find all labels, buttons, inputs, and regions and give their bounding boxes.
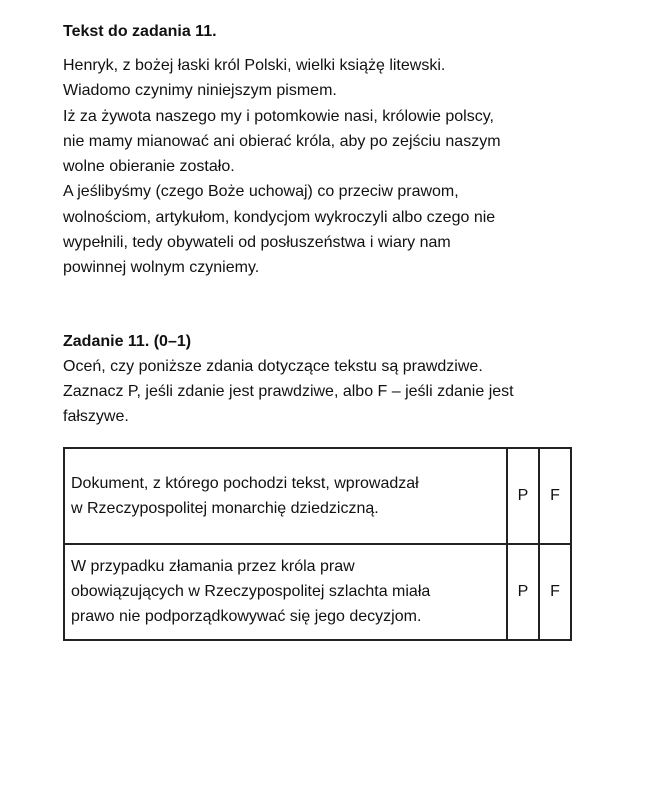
instruction-line: Oceń, czy poniższe zdania dotyczące tekstu są prawdziwe. — [63, 357, 483, 375]
false-option[interactable]: F — [539, 544, 571, 640]
statement-line: W przypadku złamania przez króla praw — [71, 558, 355, 576]
source-line: Henryk, z bożej łaski król Polski, wielki książę litewski. — [63, 57, 446, 74]
source-line: Wiadomo czynimy niniejszym pismem. — [63, 82, 337, 100]
false-option[interactable]: F — [539, 448, 571, 544]
task-section — [63, 329, 623, 641]
task-heading: Zadanie 11. (0–1) — [63, 332, 192, 350]
true-false-table — [63, 447, 572, 641]
source-line: wolnościom, artykułom, kondycjom wykroczyli albo czego nie — [63, 208, 496, 226]
source-line: wypełnili, tedy obywateli od posłuszeństwa i wiary nam — [63, 234, 451, 252]
instruction-line: fałszywe. — [63, 408, 129, 426]
task-instructions — [63, 354, 623, 430]
statement-line: w Rzeczypospolitej monarchię dziedziczną. — [71, 499, 379, 517]
statement-line: prawo nie podporządkowywać się jego decyzjom. — [71, 608, 422, 626]
source-text-section — [63, 22, 623, 281]
source-line: Iż za żywota naszego my i potomkowie nasi, królowie polscy, — [63, 107, 494, 125]
statement-line: Dokument, z którego pochodzi tekst, wprowadzał — [71, 474, 419, 492]
table-row — [64, 544, 571, 640]
statement-cell — [64, 544, 507, 640]
source-heading: Tekst do zadania 11. — [63, 23, 217, 40]
source-line: A jeślibyśmy (czego Boże uchowaj) co przeciw prawom, — [63, 183, 459, 201]
source-line: wolne obieranie zostało. — [63, 158, 235, 176]
exam-page — [63, 22, 623, 641]
statement-line: obowiązujących w Rzeczypospolitej szlachta miała — [71, 583, 431, 601]
source-text — [63, 53, 623, 281]
true-option[interactable]: P — [507, 448, 539, 544]
true-option[interactable]: P — [507, 544, 539, 640]
instruction-line: Zaznacz P, jeśli zdanie jest prawdziwe, albo F – jeśli zdanie jest — [63, 382, 514, 400]
table-row — [64, 448, 571, 544]
source-line: nie mamy mianować ani obierać króla, aby po zejściu naszym — [63, 132, 501, 150]
statement-cell — [64, 448, 507, 544]
source-line: powinnej wolnym czyniemy. — [63, 259, 260, 277]
